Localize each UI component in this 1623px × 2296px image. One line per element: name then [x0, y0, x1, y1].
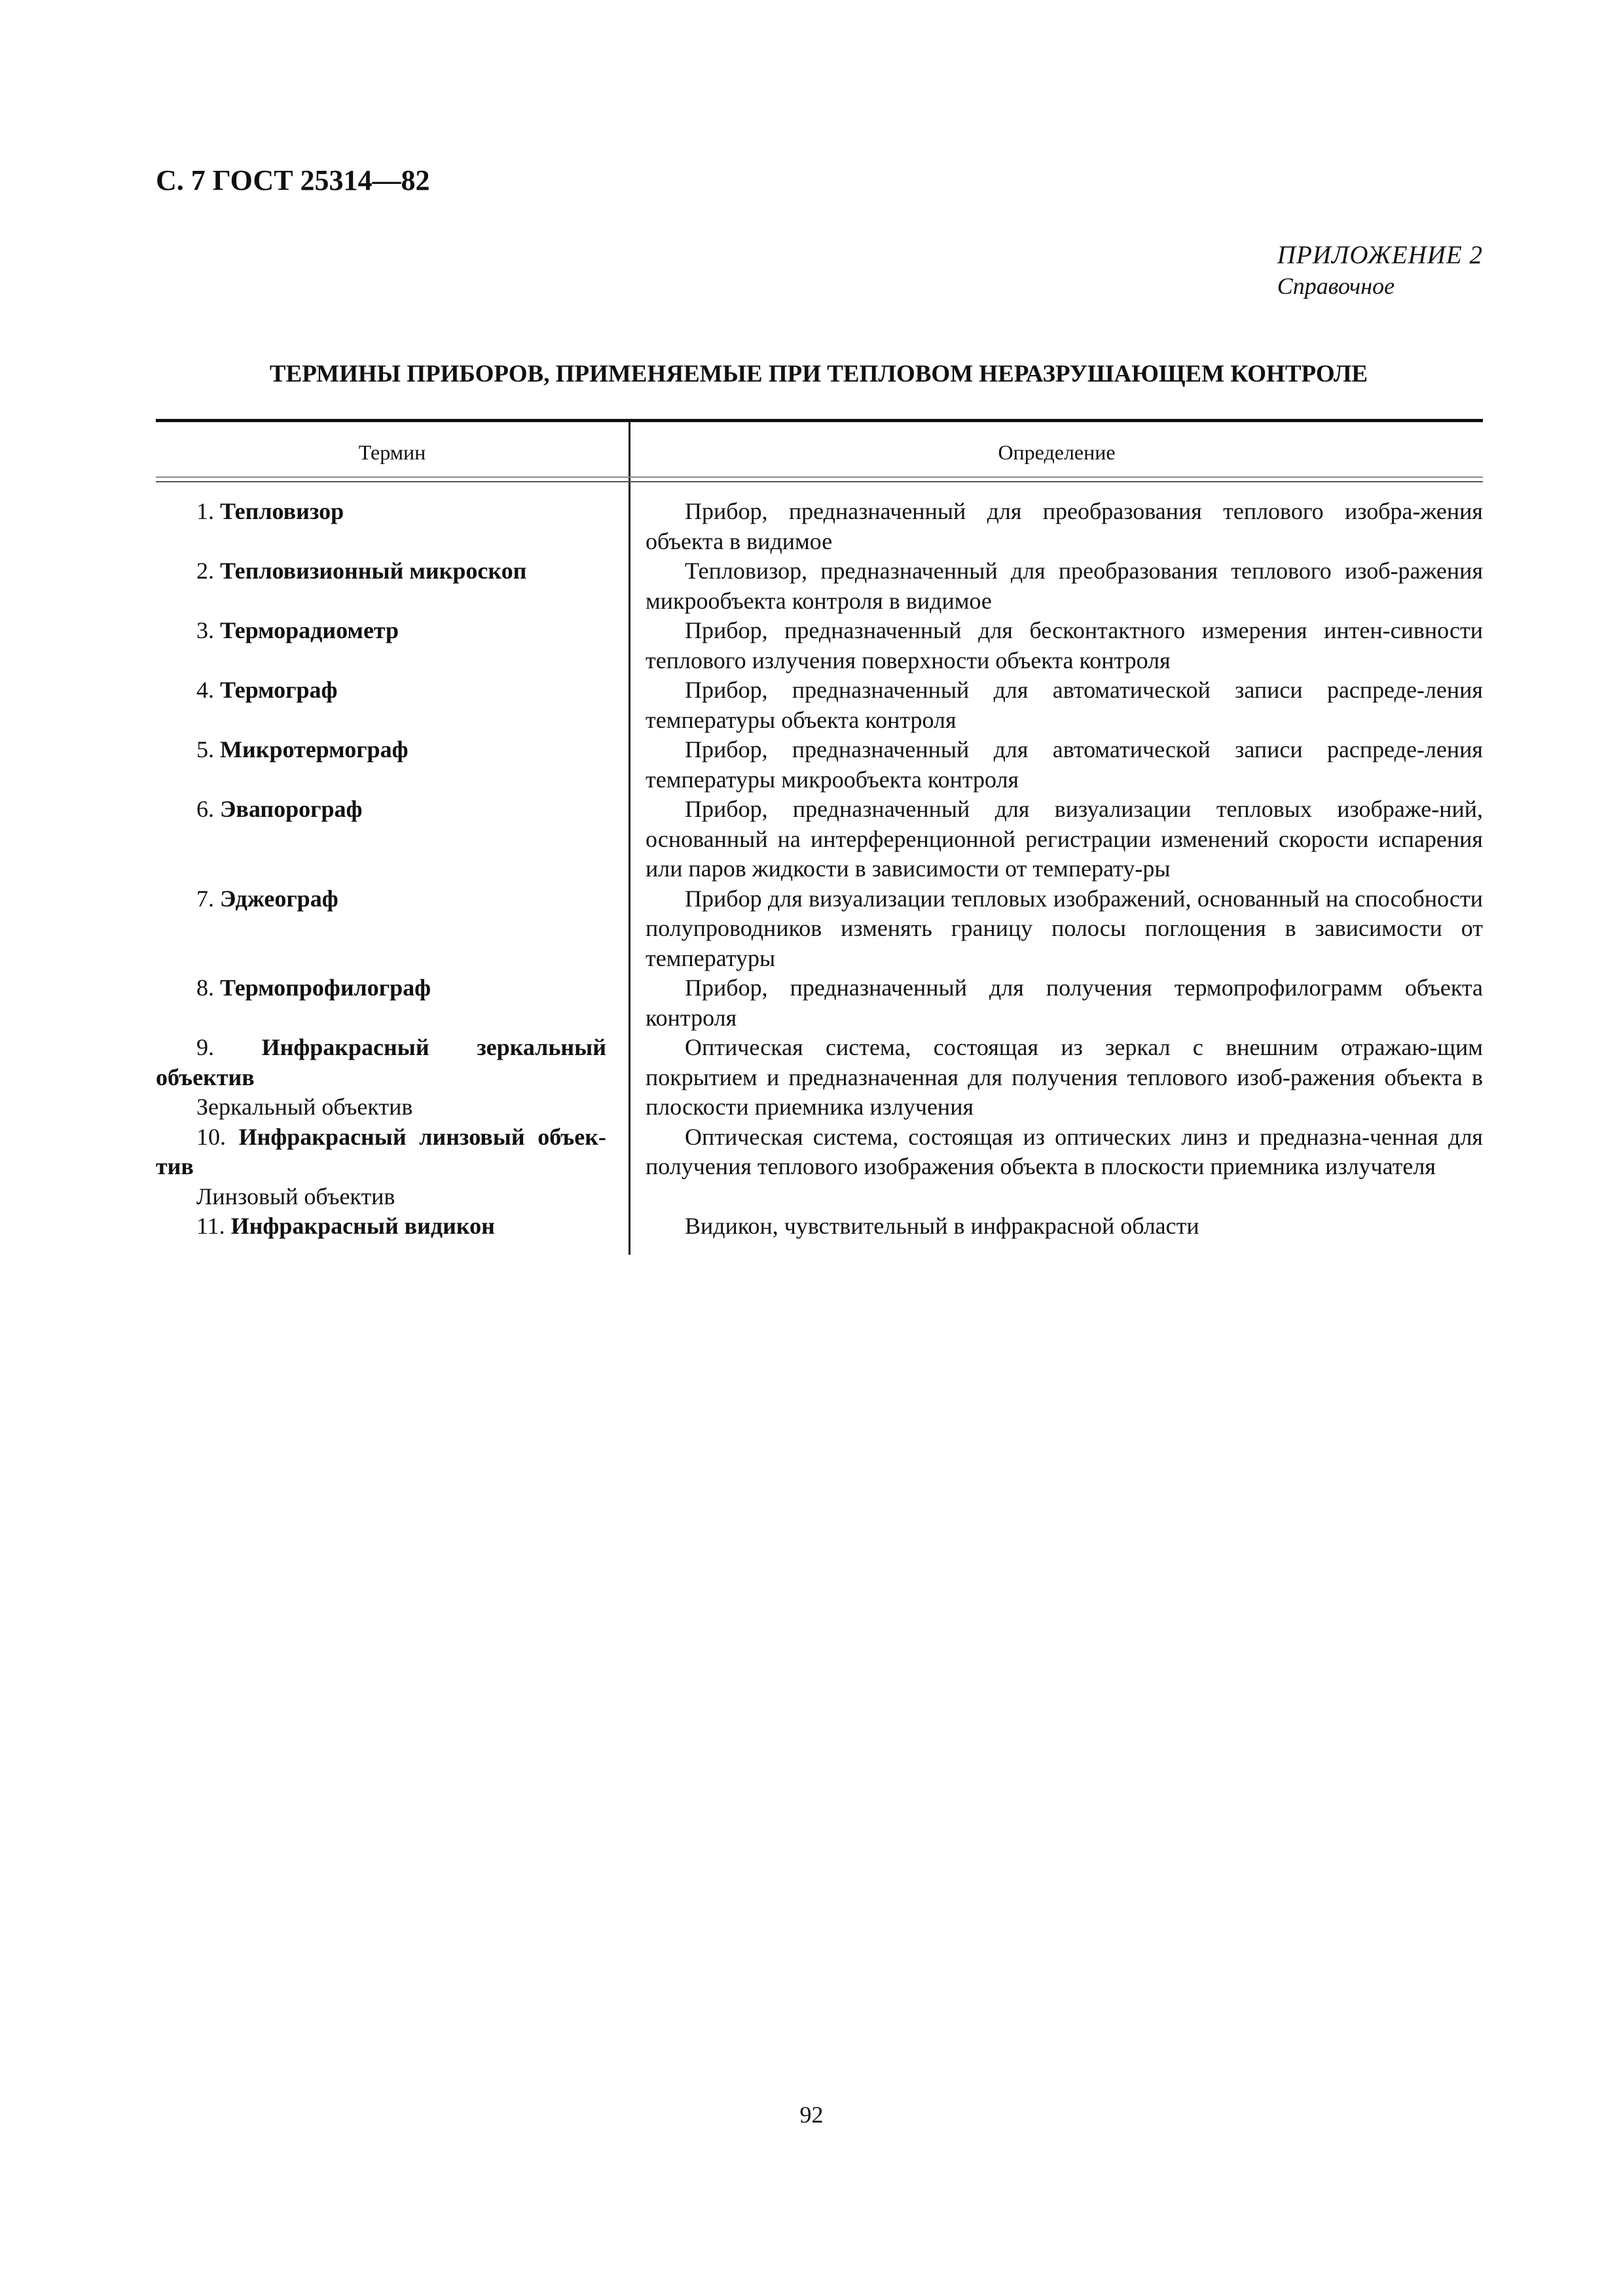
definition-cell: Прибор, предназначенный для получения термопрофилограмм объекта контроля: [646, 975, 1483, 1031]
header-term: Термин: [156, 422, 630, 482]
term-cell: 3. Терморадиометр: [196, 617, 399, 643]
definition-cell: Прибор, предназначенный для визуализации тепловых изображе-ний, основанный на интерференционной регистрации изменений скорости испарения или паров жидкости в зависимости от температу-ры: [646, 796, 1483, 882]
table-row: [156, 1033, 1483, 1122]
term-cell: 8. Термопрофилограф: [196, 975, 431, 1001]
term-cell: 2. Тепловизионный микроскоп: [196, 558, 527, 584]
table-row: [156, 884, 1483, 974]
terms-table: [156, 419, 1483, 1255]
term-line: объектив: [156, 1064, 255, 1090]
term-cell: [156, 1122, 629, 1212]
table-header: [156, 419, 1483, 482]
document-title: ТЕРМИНЫ ПРИБОРОВ, ПРИМЕНЯЕМЫЕ ПРИ ТЕПЛОВОМ НЕРАЗРУШАЮЩЕМ КОНТРОЛЕ: [269, 361, 1368, 387]
table-row: [156, 1211, 1483, 1242]
definition-cell: Прибор, предназначенный для преобразования теплового изобра-жения объекта в видимое: [646, 498, 1483, 554]
table-row: [156, 735, 1483, 795]
page-number: 92: [799, 2102, 824, 2128]
term-cell: 7. Эджеограф: [196, 885, 338, 912]
definition-cell: Прибор, предназначенный для автоматической записи распреде-ления температуры микрообъекта контроля: [646, 736, 1483, 793]
term-cell: 11. Инфракрасный видикон: [196, 1213, 495, 1239]
table-row: [156, 556, 1483, 616]
term-synonym: Зеркальный объектив: [196, 1094, 413, 1120]
definition-cell: Прибор, предназначенный для автоматической записи распреде-ления температуры объекта контроля: [646, 677, 1483, 733]
table-row: [156, 973, 1483, 1033]
page-header: С. 7 ГОСТ 25314—82: [156, 164, 430, 196]
definition-cell: Оптическая система, состоящая из зеркал с внешним отражаю-щим покрытием и предназначенная для получения теплового изоб-ражения объекта в плоскости приемника излучения: [646, 1034, 1483, 1120]
header-definition: Определение: [998, 440, 1116, 464]
appendix-title: ПРИЛОЖЕНИЕ 2: [1277, 241, 1483, 269]
table-body: [156, 482, 1483, 1255]
appendix-subtitle: Справочное: [1277, 273, 1395, 299]
term-line: 9. Инфракрасный зеркальный: [196, 1034, 606, 1060]
definition-cell: Прибор, предназначенный для бесконтактного измерения интен-сивности теплового излучения поверхности объекта контроля: [646, 617, 1483, 673]
table-row: [156, 795, 1483, 884]
term-line: тив: [156, 1153, 194, 1179]
definition-cell: Прибор для визуализации тепловых изображений, основанный на способности полупроводников изменять границу полосы поглощения в зависимости от температуры: [646, 885, 1483, 971]
appendix-label: [1277, 240, 1483, 300]
definition-cell: Оптическая система, состоящая из оптических линз и предназна-ченная для получения теплового изображения объекта в плоскости приемника излучателя: [646, 1123, 1483, 1179]
table-row: [156, 616, 1483, 675]
term-synonym: Линзовый объектив: [196, 1183, 395, 1210]
term-cell: 4. Термограф: [196, 677, 338, 703]
definition-cell: Тепловизор, предназначенный для преобразования теплового изоб-ражения микрообъекта контроля в видимое: [646, 558, 1483, 614]
column-divider: [629, 482, 630, 1255]
term-cell: 5. Микротермограф: [196, 736, 409, 762]
table-row: [156, 675, 1483, 735]
term-cell: 1. Тепловизор: [196, 498, 344, 524]
term-cell: [156, 1033, 629, 1122]
term-line: 10. Инфракрасный линзовый объек-: [196, 1123, 607, 1150]
term-cell: 6. Эвапорограф: [196, 796, 363, 822]
table-row: [156, 497, 1483, 556]
table-row: [156, 1122, 1483, 1212]
definition-cell: Видикон, чувствительный в инфракрасной области: [685, 1213, 1199, 1239]
